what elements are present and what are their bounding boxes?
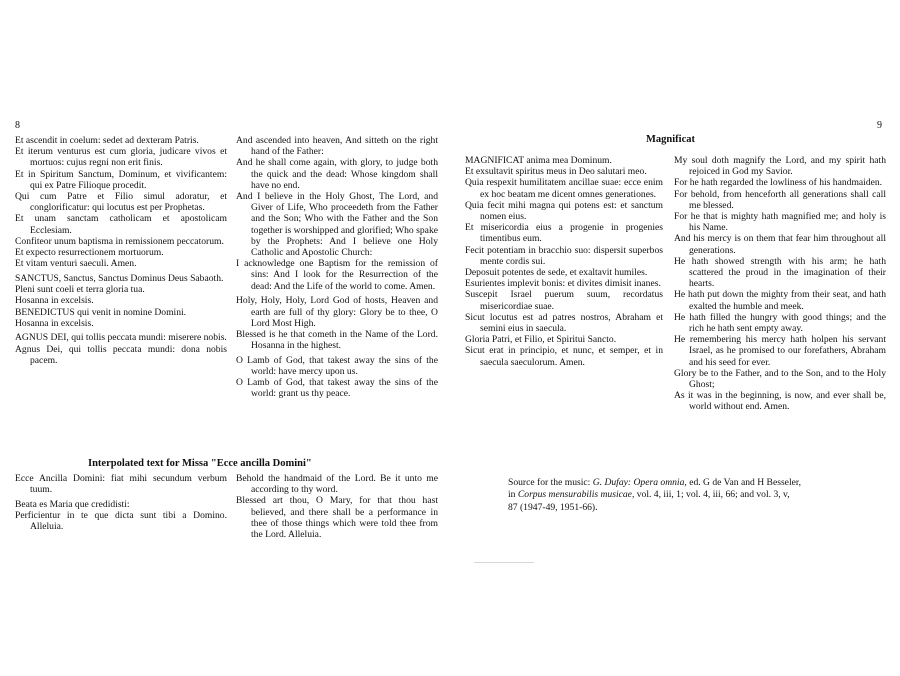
magnificat-heading: Magnificat xyxy=(646,134,695,145)
verse-line: For he that is mighty hath magnified me; and holy is his Name. xyxy=(674,211,886,234)
verse-line: Blessed is he that cometh in the Name of the Lord. Hosanna in the highest. xyxy=(236,328,438,352)
verse-line: He hath filled the hungry with good things; and the rich he hath sent empty away. xyxy=(674,311,886,335)
verse-line: Perficientur in te que dicta sunt tibi a Domino. Alleluia. xyxy=(15,510,227,533)
verse-line: Et in Spiritum Sanctum, Dominum, et vivificantem: qui ex Patre Filioque procedit. xyxy=(15,168,227,191)
verse-line: O Lamb of God, that takest away the sins of the world: grant us thy peace. xyxy=(236,377,438,400)
interpolated-english-column xyxy=(236,473,438,540)
verse-line: Behold the handmaid of the Lord. Be it unto me according to thy word. xyxy=(236,473,438,496)
verse-line: For he hath regarded the lowliness of his handmaiden. xyxy=(674,177,883,189)
page-number-left: 8 xyxy=(15,120,20,131)
verse-line: Et unam sanctam catholicam et apostolicam Ecclesiam. xyxy=(15,213,227,236)
verse-line: Fecit potentiam in bracchio suo: dispersit superbos mente cordis sui. xyxy=(465,244,663,267)
verse-line: Confiteor unum baptisma in remissionem peccatorum. xyxy=(15,235,224,247)
verse-line: Deposuit potentes de sede, et exaltavit humiles. xyxy=(465,267,648,279)
verse-line: Holy, Holy, Holy, Lord God of hosts, Heaven and earth are full of thy glory: Glory be to thee, O Lord Most High. xyxy=(236,295,438,329)
faded-footer-mark xyxy=(474,562,534,563)
verse-line: Ecce Ancilla Domini: fiat mihi secundum verbum tuum. xyxy=(15,473,227,496)
verse-line: O Lamb of God, that takest away the sins of the world: have mercy upon us. xyxy=(236,354,438,378)
verse-line: Et vitam venturi saeculi. Amen. xyxy=(15,258,137,270)
verse-line: Sicut locutus est ad patres nostros, Abraham et semini eius in saecula. xyxy=(465,311,663,335)
verse-line: For behold, from henceforth all generations shall call me blessed. xyxy=(674,188,886,211)
verse-line: Glory be to the Father, and to the Son, and to the Holy Ghost; xyxy=(674,367,886,391)
verse-line: My soul doth magnify the Lord, and my spirit hath rejoiced in God my Savior. xyxy=(674,155,886,178)
verse-line: Quia fecit mihi magna qui potens est: et sanctum nomen eius. xyxy=(465,199,663,223)
verse-line: He hath showed strength with his arm; he hath scattered the proud in the imagination of their hearts. xyxy=(674,255,886,290)
verse-line: Suscepit Israel puerum suum, recordatus misericordiae suae. xyxy=(465,289,663,312)
verse-line: Pleni sunt coeli et terra gloria tua. xyxy=(15,284,145,296)
page-number-right: 9 xyxy=(877,120,882,131)
verse-line: Hosanna in excelsis. xyxy=(15,295,94,307)
verse-line: Et misericordia eius a progenie in progenies timentibus eum. xyxy=(465,222,663,245)
verse-line: BENEDICTUS qui venit in nomine Domini. xyxy=(15,306,187,318)
verse-line: He hath put down the mighty from their seat, and hath exalted the humble and meek. xyxy=(674,289,886,312)
verse-line: MAGNIFICAT anima mea Dominum. xyxy=(465,155,612,166)
verse-line: As it was in the beginning, is now, and ever shall be, world without end. Amen. xyxy=(674,390,886,413)
verse-line: Qui cum Patre et Filio simul adoratur, et conglorificatur: qui locutus est per Prophetas. xyxy=(15,191,227,214)
verse-line: Beata es Maria que credidisti: xyxy=(15,498,130,510)
verse-line: Sicut erat in principio, et nunc, et semper, et in saecula saeculorum. Amen. xyxy=(465,345,663,368)
verse-line: Quia respexit humilitatem ancillae suae: ecce enim ex hoc beatam me dicent omnes generationes. xyxy=(465,177,663,200)
verse-line: AGNUS DEI, qui tollis peccata mundi: miserere nobis. xyxy=(15,332,227,344)
interpolated-latin-column xyxy=(15,473,227,533)
verse-line: And his mercy is on them that fear him throughout all generations. xyxy=(674,233,886,256)
verse-line: Blessed art thou, O Mary, for that thou hast believed, and there shall be a performance in thee of those things which were told thee from the Lord. Alleluia. xyxy=(236,495,438,541)
verse-line: Et iterum venturus est cum gloria, judicare vivos et mortuos: cujus regni non erit finis. xyxy=(15,146,227,169)
right-page xyxy=(450,0,900,676)
verse-line: And ascended into heaven, And sitteth on the right hand of the Father: xyxy=(236,135,438,158)
verse-line: I acknowledge one Baptism for the remission of sins: And I look for the Resurrection of the dead: And the Life of the world to come. Amen. xyxy=(236,258,438,292)
verse-line: SANCTUS, Sanctus, Sanctus Dominus Deus Sabaoth. xyxy=(15,272,224,284)
verse-line: And he shall come again, with glory, to judge both the quick and the dead: Whose kingdom shall have no end. xyxy=(236,157,438,191)
verse-line: Et exsultavit spiritus meus in Deo salutari meo. xyxy=(465,166,647,178)
verse-line: Hosanna in excelsis. xyxy=(15,317,94,329)
verse-line: Esurientes implevit bonis: et divites dimisit inanes. xyxy=(465,278,661,290)
credo-latin-column xyxy=(15,135,227,366)
verse-line: Et ascendit in coelum: sedet ad dexteram Patris. xyxy=(15,135,199,146)
verse-line: Gloria Patri, et Filio, et Spiritui Sancto. xyxy=(465,334,617,346)
credo-english-column xyxy=(236,135,438,400)
magnificat-latin-column xyxy=(465,155,663,368)
music-source-citation: Source for the music: G. Dufay: Opera omnia, ed. G de Van and H Besseler, in Corpus mensurabilis musicae, vol. 4, iii, 1; vol. 4, iii, 66; and vol. 3, v, 87 (1947-49, 1951-66). xyxy=(508,477,802,513)
verse-line: And I believe in the Holy Ghost, The Lord, and Giver of Life, Who proceedeth from the Father and the Son; Who with the Father and the Son together is worshipped and glorified; Who spake by the Prophets: And I believe one Holy Catholic and Apostolic Church: xyxy=(236,191,438,259)
magnificat-english-column xyxy=(674,155,886,413)
interpolated-heading: Interpolated text for Missa "Ecce ancilla Domini" xyxy=(88,458,312,469)
verse-line: Et expecto resurrectionem mortuorum. xyxy=(15,247,164,259)
verse-line: Agnus Dei, qui tollis peccata mundi: dona nobis pacem. xyxy=(15,343,227,366)
verse-line: He remembering his mercy hath holpen his servant Israel, as he promised to our forefathers, Abraham and his seed for ever. xyxy=(674,334,886,368)
